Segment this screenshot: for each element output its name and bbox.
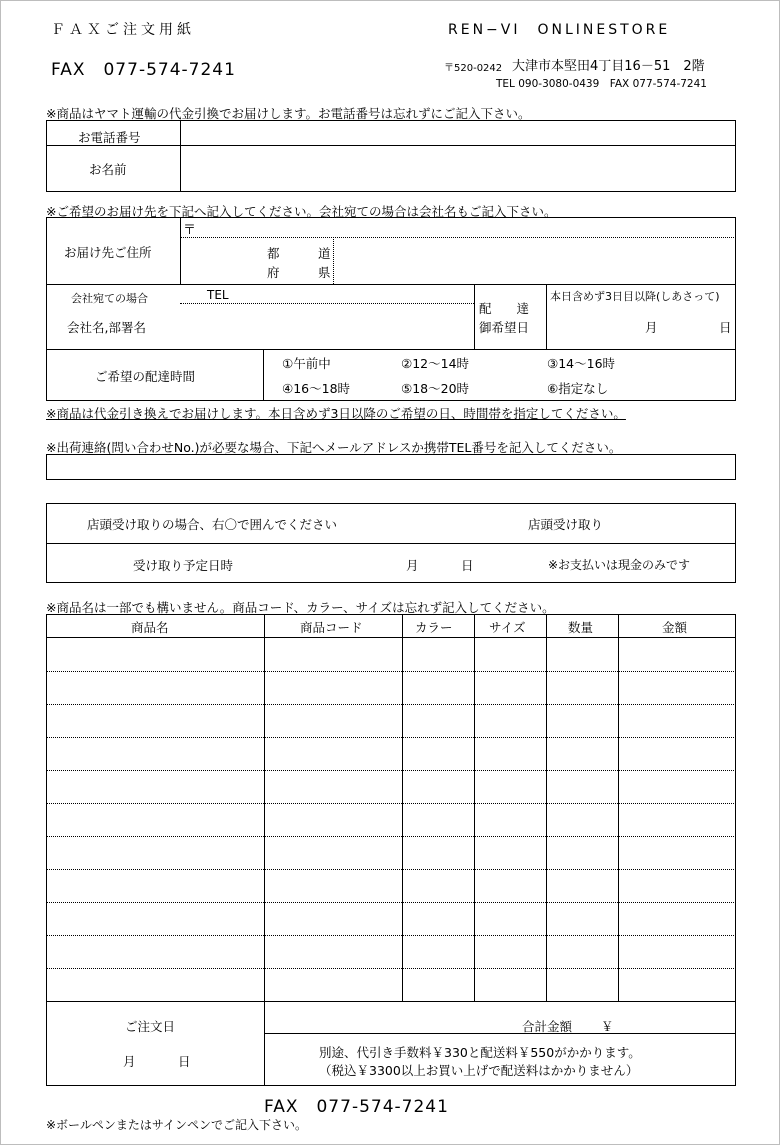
table-row[interactable] xyxy=(47,836,735,868)
row-separator xyxy=(46,671,736,672)
col-header-code: 商品コード xyxy=(300,620,363,635)
time-slot-5[interactable]: ⑤18～20時 xyxy=(401,381,470,396)
pref-do: 道 xyxy=(318,246,331,261)
row-separator xyxy=(46,803,736,804)
yen-sign: ￥ xyxy=(601,1019,614,1034)
time-slot-2[interactable]: ②12～14時 xyxy=(401,356,470,371)
store-contact: TEL 090-3080-0439 FAX 077-574-7241 xyxy=(496,78,707,90)
pref-to: 都 xyxy=(267,246,280,261)
time-slot-3[interactable]: ③14～16時 xyxy=(547,356,616,371)
fax-number-top: FAX 077-574-7241 xyxy=(51,60,236,80)
name-label: お名前 xyxy=(89,162,127,177)
desired-date-label: 御希望日 xyxy=(479,320,530,335)
table-row[interactable] xyxy=(47,968,735,1000)
row-separator xyxy=(46,737,736,738)
table-row[interactable] xyxy=(47,902,735,934)
table-row[interactable] xyxy=(47,737,735,769)
time-slot-6[interactable]: ⑥指定なし xyxy=(547,381,609,396)
row-separator xyxy=(46,968,736,969)
note-items: ※商品名は一部でも構いません。商品コード、カラー、サイズは忘れず記入してください。 xyxy=(46,600,555,615)
row-separator xyxy=(46,836,736,837)
fee-note-1: 別途、代引き手数料￥330と配送料￥550がかかります。 xyxy=(319,1045,641,1060)
order-date-label: ご注文日 xyxy=(125,1019,176,1034)
table-row[interactable] xyxy=(47,869,735,901)
store-name: REN−VI ONLINESTORE xyxy=(448,22,671,38)
postal-mark: 〒 xyxy=(183,223,197,238)
pickup-date-label: 受け取り予定日時 xyxy=(133,558,234,573)
table-row[interactable] xyxy=(47,638,735,670)
col-header-qty: 数量 xyxy=(568,620,594,635)
delivery-label: 配 達 xyxy=(479,301,530,316)
store-address: 大津市本堅田4丁目16－51 2階 xyxy=(512,59,705,74)
form-title: ＦＡＸご注文用紙 xyxy=(51,22,195,38)
col-header-amount: 金額 xyxy=(662,620,688,635)
note-cod: ※商品はヤマト運輸の代金引換でお届けします。お電話番号は忘れずにご記入下さい。 xyxy=(46,106,531,121)
table-row[interactable] xyxy=(47,770,735,802)
time-label: ご希望の配達時間 xyxy=(95,369,196,384)
company-tel-field[interactable] xyxy=(181,285,473,303)
col-header-name: 商品名 xyxy=(131,620,169,635)
prefecture-field[interactable] xyxy=(181,238,333,283)
total-label: 合計金額 xyxy=(522,1019,573,1034)
pref-fu: 府 xyxy=(267,265,280,280)
row-separator xyxy=(46,770,736,771)
row-separator xyxy=(46,935,736,936)
fax-number-bottom: FAX 077-574-7241 xyxy=(264,1097,449,1117)
cash-only-note: ※お支払いは現金のみです xyxy=(548,558,691,572)
company-name-field[interactable] xyxy=(181,304,473,348)
tracking-contact-field[interactable] xyxy=(46,454,736,480)
pickup-month-label: 月 xyxy=(406,558,419,573)
table-row[interactable] xyxy=(47,704,735,736)
phone-label: お電話番号 xyxy=(78,130,141,145)
pickup-option[interactable]: 店頭受け取り xyxy=(528,517,604,532)
table-row[interactable] xyxy=(47,935,735,967)
month-label: 月 xyxy=(645,320,658,335)
col-header-color: カラー xyxy=(415,620,453,635)
date-note: 本日含めず3日目以降(しあさって) xyxy=(550,290,720,303)
address-field[interactable] xyxy=(334,238,735,283)
row-separator xyxy=(46,869,736,870)
company-name-label: 会社名,部署名 xyxy=(67,320,146,335)
row-separator xyxy=(46,902,736,903)
company-case-label: 会社宛ての場合 xyxy=(71,292,148,305)
pref-ken: 県 xyxy=(318,265,331,280)
pickup-day-label: 日 xyxy=(461,558,474,573)
tel-label: TEL xyxy=(207,288,229,302)
order-day-label: 日 xyxy=(178,1054,191,1069)
note-date-time: ※商品は代金引き換えでお届けします。本日含めず3日以降のご希望の日、時間帯を指定してください。 xyxy=(46,406,626,421)
postal-code: 〒520-0242 xyxy=(444,63,503,74)
col-header-size: サイズ xyxy=(489,620,526,635)
phone-field[interactable] xyxy=(181,121,735,145)
order-month-label: 月 xyxy=(123,1054,136,1069)
table-row[interactable] xyxy=(47,803,735,835)
time-slot-1[interactable]: ①午前中 xyxy=(282,356,331,371)
note-pen: ※ボールペンまたはサインペンでご記入下さい。 xyxy=(46,1118,307,1132)
day-label: 日 xyxy=(719,320,732,335)
pickup-question: 店頭受け取りの場合、右〇で囲んでください xyxy=(87,517,338,532)
row-separator xyxy=(46,704,736,705)
address-label: お届け先ご住所 xyxy=(64,245,152,260)
fee-note-2: （税込￥3300以上お買い上げで配送料はかかりません） xyxy=(319,1063,639,1078)
table-row[interactable] xyxy=(47,671,735,703)
note-destination: ※ご希望のお届け先を下記へ記入してください。会社宛ての場合は会社名もご記入下さい。 xyxy=(46,204,557,219)
time-slot-4[interactable]: ④16～18時 xyxy=(282,381,351,396)
note-tracking: ※出荷連絡(問い合わせNo.)が必要な場合、下記へメールアドレスか携帯TEL番号を記入してください。 xyxy=(46,440,622,455)
name-field[interactable] xyxy=(181,146,735,191)
